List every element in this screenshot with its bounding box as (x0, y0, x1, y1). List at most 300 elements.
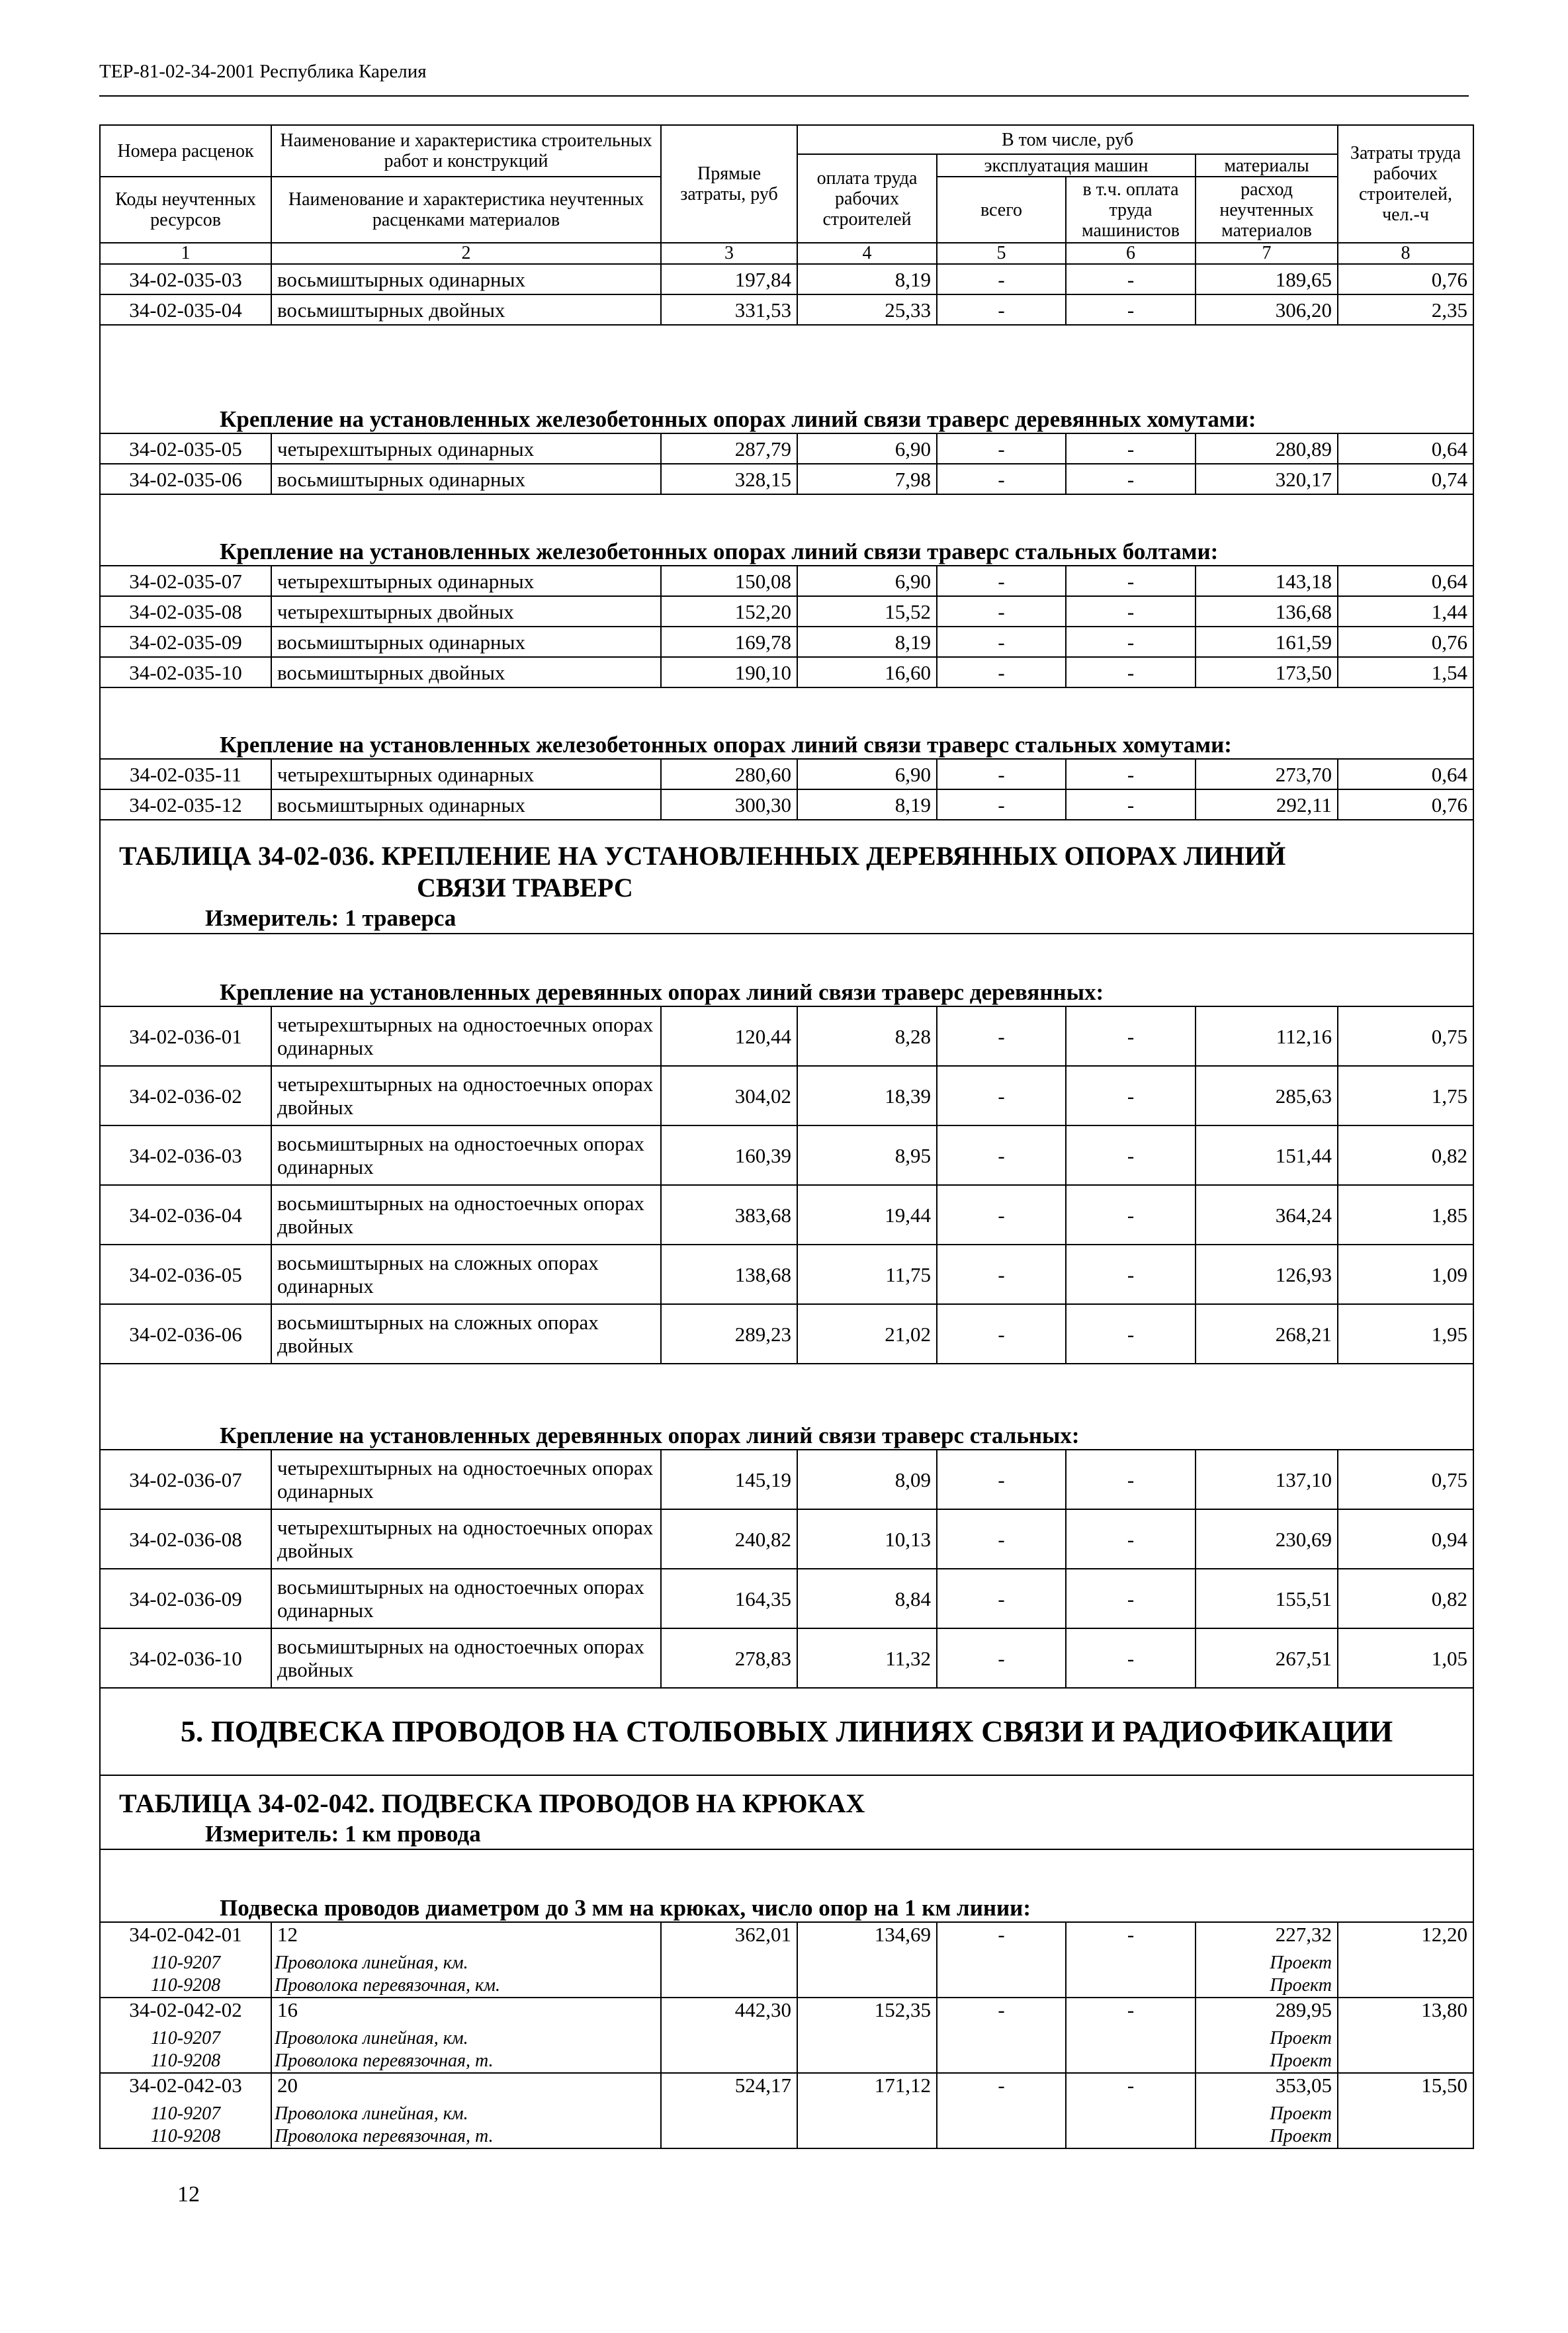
value-cell: - (937, 1569, 1066, 1628)
value-cell: 136,68 (1196, 596, 1338, 627)
chapter-heading-row (100, 1688, 1473, 1775)
value-cell: 134,69 (797, 1922, 937, 1952)
table-title-cont: СВЯЗИ ТРАВЕРС (417, 873, 633, 902)
empty-cell (1066, 2050, 1196, 2073)
value-cell: 112,16 (1196, 1006, 1338, 1066)
col-header-wages: оплата труда рабочих строителей (797, 154, 937, 243)
value-cell: - (1066, 1185, 1196, 1245)
empty-cell (937, 2027, 1066, 2050)
value-cell: 1,44 (1338, 596, 1473, 627)
empty-cell (797, 1974, 937, 1998)
work-name: 20 (271, 2073, 661, 2103)
value-cell: - (937, 1450, 1066, 1509)
value-cell: 143,18 (1196, 566, 1338, 596)
resource-code: 110-9207 (100, 2103, 271, 2125)
value-cell: 0,94 (1338, 1509, 1473, 1569)
value-cell: - (1066, 264, 1196, 294)
resource-name: Проволока перевязочная, т. (271, 2125, 661, 2148)
rate-code: 34-02-042-03 (100, 2073, 271, 2103)
empty-cell (661, 1974, 797, 1998)
col-header-direct: Прямые затраты, руб (661, 125, 797, 243)
col-header-operators: в т.ч. оплата труда машинистов (1066, 177, 1196, 243)
value-cell: - (1066, 1569, 1196, 1628)
value-cell: - (1066, 294, 1196, 325)
value-cell: - (937, 1125, 1066, 1185)
chapter-heading: 5. ПОДВЕСКА ПРОВОДОВ НА СТОЛБОВЫХ ЛИНИЯХ СВЯЗИ И РАДИОФИКАЦИИ (100, 1688, 1473, 1775)
rate-code: 34-02-035-05 (100, 433, 271, 464)
value-cell: 1,85 (1338, 1185, 1473, 1245)
section-heading-row (100, 687, 1473, 759)
rate-code: 34-02-036-07 (100, 1450, 271, 1509)
value-cell: - (1066, 627, 1196, 657)
col-header-material-name: Наименование и характеристика неучтенных расценками материалов (271, 177, 661, 243)
value-cell: 16,60 (797, 657, 937, 687)
value-cell: - (937, 1304, 1066, 1364)
work-name: четырехштырных одинарных (271, 433, 661, 464)
value-cell: 12,20 (1338, 1922, 1473, 1952)
work-name: восьмиштырных на одностоечных опорах одинарных (271, 1125, 661, 1185)
empty-cell (1066, 1974, 1196, 1998)
measure-label: Измеритель: (205, 905, 339, 931)
empty-cell (937, 2050, 1066, 2073)
value-cell: 353,05 (1196, 2073, 1338, 2103)
value-cell: - (1066, 433, 1196, 464)
value-cell: 164,35 (661, 1569, 797, 1628)
value-cell: - (1066, 1245, 1196, 1304)
value-cell: 1,09 (1338, 1245, 1473, 1304)
value-cell: 2,35 (1338, 294, 1473, 325)
empty-cell (937, 2103, 1066, 2125)
work-name: восьмиштырных одинарных (271, 264, 661, 294)
table-row (100, 1304, 1473, 1364)
value-cell: - (937, 759, 1066, 789)
value-cell: 289,23 (661, 1304, 797, 1364)
work-name: восьмиштырных одинарных (271, 464, 661, 494)
value-cell: 287,79 (661, 433, 797, 464)
table-row (100, 1185, 1473, 1245)
rate-code: 34-02-035-09 (100, 627, 271, 657)
value-cell: - (937, 1245, 1066, 1304)
measure-value: 1 траверса (345, 905, 457, 931)
value-cell: 126,93 (1196, 1245, 1338, 1304)
measure-line (101, 1820, 1473, 1849)
value-cell: - (1066, 464, 1196, 494)
table-row (100, 1245, 1473, 1304)
rate-code: 34-02-035-07 (100, 566, 271, 596)
column-number: 2 (271, 243, 661, 264)
rate-code: 34-02-035-03 (100, 264, 271, 294)
rate-code: 34-02-035-12 (100, 789, 271, 820)
col-header-materials: материалы (1196, 154, 1338, 177)
resource-use: Проект (1196, 1952, 1338, 1974)
value-cell: - (1066, 789, 1196, 820)
value-cell: 0,64 (1338, 566, 1473, 596)
section-heading-row (100, 934, 1473, 1006)
value-cell: 364,24 (1196, 1185, 1338, 1245)
value-cell: - (937, 1185, 1066, 1245)
value-cell: 285,63 (1196, 1066, 1338, 1125)
work-name: восьмиштырных на сложных опорах двойных (271, 1304, 661, 1364)
table-row (100, 1509, 1473, 1569)
value-cell: 0,74 (1338, 464, 1473, 494)
value-cell: - (1066, 1304, 1196, 1364)
value-cell: 328,15 (661, 464, 797, 494)
value-cell: 21,02 (797, 1304, 937, 1364)
work-name: восьмиштырных на одностоечных опорах двойных (271, 1628, 661, 1688)
column-number: 7 (1196, 243, 1338, 264)
value-cell: - (1066, 759, 1196, 789)
value-cell: 7,98 (797, 464, 937, 494)
column-number: 6 (1066, 243, 1196, 264)
col-header-codes: Номера расценок (100, 125, 271, 177)
rate-code: 34-02-036-01 (100, 1006, 271, 1066)
value-cell: 11,32 (797, 1628, 937, 1688)
resource-name: Проволока линейная, км. (271, 2103, 661, 2125)
value-cell: - (937, 1922, 1066, 1952)
empty-cell (1338, 1974, 1473, 1998)
value-cell: - (937, 596, 1066, 627)
value-cell: 8,19 (797, 627, 937, 657)
work-name: 16 (271, 1998, 661, 2027)
rate-code: 34-02-036-03 (100, 1125, 271, 1185)
section-heading: Крепление на установленных деревянных опорах линий связи траверс стальных: (100, 1364, 1473, 1450)
value-cell: 161,59 (1196, 627, 1338, 657)
value-cell: 25,33 (797, 294, 937, 325)
value-cell: 150,08 (661, 566, 797, 596)
value-cell: 320,17 (1196, 464, 1338, 494)
value-cell: 280,60 (661, 759, 797, 789)
resource-name: Проволока перевязочная, км. (271, 1974, 661, 1998)
value-cell: 0,75 (1338, 1450, 1473, 1509)
table-title: ТАБЛИЦА 34-02-036. КРЕПЛЕНИЕ НА УСТАНОВЛЕННЫХ ДЕРЕВЯННЫХ ОПОРАХ ЛИНИЙ (119, 841, 1286, 871)
rate-code: 34-02-036-05 (100, 1245, 271, 1304)
work-name: восьмиштырных двойных (271, 294, 661, 325)
resource-code: 110-9208 (100, 1974, 271, 1998)
value-cell: 120,44 (661, 1006, 797, 1066)
value-cell: - (1066, 1066, 1196, 1125)
column-number: 4 (797, 243, 937, 264)
rates-table (99, 124, 1474, 2149)
value-cell: 13,80 (1338, 1998, 1473, 2027)
value-cell: 273,70 (1196, 759, 1338, 789)
section-heading-row (100, 494, 1473, 566)
col-header-name: Наименование и характеристика строительных работ и конструкций (271, 125, 661, 177)
value-cell: 138,68 (661, 1245, 797, 1304)
value-cell: 8,95 (797, 1125, 937, 1185)
empty-cell (797, 1952, 937, 1974)
resource-use: Проект (1196, 1974, 1338, 1998)
value-cell: 306,20 (1196, 294, 1338, 325)
col-header-labor: Затраты труда рабочих строителей, чел.-ч (1338, 125, 1473, 243)
value-cell: - (1066, 1998, 1196, 2027)
measure-value: 1 км провода (345, 1821, 481, 1847)
work-name: восьмиштырных на одностоечных опорах двойных (271, 1185, 661, 1245)
work-name: четырехштырных двойных (271, 596, 661, 627)
empty-cell (661, 1952, 797, 1974)
value-cell: 442,30 (661, 1998, 797, 2027)
value-cell: 6,90 (797, 566, 937, 596)
value-cell: - (1066, 1922, 1196, 1952)
resource-code: 110-9207 (100, 2027, 271, 2050)
value-cell: 173,50 (1196, 657, 1338, 687)
value-cell: 8,28 (797, 1006, 937, 1066)
empty-cell (661, 2050, 797, 2073)
work-name: восьмиштырных одинарных (271, 789, 661, 820)
resource-use: Проект (1196, 2027, 1338, 2050)
rate-code: 34-02-042-02 (100, 1998, 271, 2027)
table-row (100, 1628, 1473, 1688)
value-cell: - (937, 1509, 1066, 1569)
resource-row (100, 1974, 1473, 1998)
resource-name: Проволока линейная, км. (271, 2027, 661, 2050)
col-header-group: В том числе, руб (797, 125, 1338, 154)
value-cell: 169,78 (661, 627, 797, 657)
header-rule (99, 95, 1469, 97)
value-cell: 171,12 (797, 2073, 937, 2103)
rate-code: 34-02-035-08 (100, 596, 271, 627)
value-cell: 524,17 (661, 2073, 797, 2103)
value-cell: 227,32 (1196, 1922, 1338, 1952)
table-row (100, 596, 1473, 627)
value-cell: 1,54 (1338, 657, 1473, 687)
value-cell: 304,02 (661, 1066, 797, 1125)
value-cell: 19,44 (797, 1185, 937, 1245)
value-cell: 8,09 (797, 1450, 937, 1509)
table-row (100, 294, 1473, 325)
section-heading-row (100, 1849, 1473, 1922)
measure-line (101, 904, 1473, 933)
value-cell: - (1066, 1628, 1196, 1688)
measure-label: Измеритель: (205, 1821, 339, 1847)
rate-code: 34-02-036-08 (100, 1509, 271, 1569)
work-name: четырехштырных на одностоечных опорах одинарных (271, 1006, 661, 1066)
value-cell: 383,68 (661, 1185, 797, 1245)
empty-cell (1338, 1952, 1473, 1974)
value-cell: - (937, 566, 1066, 596)
value-cell: - (1066, 2073, 1196, 2103)
value-cell: 362,01 (661, 1922, 797, 1952)
value-cell: 197,84 (661, 264, 797, 294)
value-cell: 1,05 (1338, 1628, 1473, 1688)
empty-cell (937, 1952, 1066, 1974)
resource-code: 110-9208 (100, 2125, 271, 2148)
section-heading: Крепление на установленных деревянных опорах линий связи траверс деревянных: (100, 934, 1473, 1006)
table-row (100, 1922, 1473, 1952)
work-name: восьмиштырных двойных (271, 657, 661, 687)
table-title-row (100, 820, 1473, 934)
value-cell: - (937, 1066, 1066, 1125)
table-row (100, 566, 1473, 596)
empty-cell (1338, 2125, 1473, 2148)
value-cell: - (1066, 1125, 1196, 1185)
value-cell: - (937, 264, 1066, 294)
table-title: ТАБЛИЦА 34-02-042. ПОДВЕСКА ПРОВОДОВ НА КРЮКАХ (119, 1788, 865, 1818)
empty-cell (1066, 1952, 1196, 1974)
work-name: 12 (271, 1922, 661, 1952)
value-cell: 0,76 (1338, 627, 1473, 657)
page-header: ТЕР-81-02-34-2001 Республика Карелия (99, 61, 427, 82)
value-cell: 268,21 (1196, 1304, 1338, 1364)
value-cell: 137,10 (1196, 1450, 1338, 1509)
column-number: 8 (1338, 243, 1473, 264)
value-cell: 1,95 (1338, 1304, 1473, 1364)
value-cell: 15,52 (797, 596, 937, 627)
value-cell: 280,89 (1196, 433, 1338, 464)
value-cell: 8,84 (797, 1569, 937, 1628)
value-cell: 8,19 (797, 264, 937, 294)
rate-code: 34-02-035-10 (100, 657, 271, 687)
rate-code: 34-02-036-09 (100, 1569, 271, 1628)
section-heading: Крепление на установленных железобетонных опорах линий связи траверс стальных хомутами: (100, 687, 1473, 759)
section-heading: Крепление на установленных железобетонных опорах линий связи траверс деревянных хомутами: (100, 325, 1473, 433)
empty-cell (1066, 2027, 1196, 2050)
resource-use: Проект (1196, 2050, 1338, 2073)
value-cell: - (1066, 657, 1196, 687)
work-name: четырехштырных на одностоечных опорах одинарных (271, 1450, 661, 1509)
table-row (100, 657, 1473, 687)
value-cell: 0,75 (1338, 1006, 1473, 1066)
empty-cell (797, 2050, 937, 2073)
value-cell: 8,19 (797, 789, 937, 820)
resource-name: Проволока перевязочная, т. (271, 2050, 661, 2073)
value-cell: - (937, 1628, 1066, 1688)
section-heading: Крепление на установленных железобетонных опорах линий связи траверс стальных болтами: (100, 494, 1473, 566)
value-cell: 151,44 (1196, 1125, 1338, 1185)
resource-name: Проволока линейная, км. (271, 1952, 661, 1974)
rate-code: 34-02-036-10 (100, 1628, 271, 1688)
value-cell: - (937, 294, 1066, 325)
section-heading-row (100, 1364, 1473, 1450)
table-row (100, 759, 1473, 789)
value-cell: 6,90 (797, 759, 937, 789)
empty-cell (1066, 2125, 1196, 2148)
value-cell: 267,51 (1196, 1628, 1338, 1688)
value-cell: - (937, 464, 1066, 494)
empty-cell (1338, 2050, 1473, 2073)
work-name: восьмиштырных одинарных (271, 627, 661, 657)
value-cell: - (937, 1998, 1066, 2027)
resource-code: 110-9207 (100, 1952, 271, 1974)
value-cell: - (937, 2073, 1066, 2103)
value-cell: 189,65 (1196, 264, 1338, 294)
table-row (100, 1125, 1473, 1185)
value-cell: 10,13 (797, 1509, 937, 1569)
value-cell: 18,39 (797, 1066, 937, 1125)
value-cell: 160,39 (661, 1125, 797, 1185)
col-header-resource-codes: Коды неучтенных ресурсов (100, 177, 271, 243)
resource-row (100, 1952, 1473, 1974)
value-cell: 331,53 (661, 294, 797, 325)
rate-code: 34-02-035-06 (100, 464, 271, 494)
table-row (100, 1006, 1473, 1066)
rate-code: 34-02-036-02 (100, 1066, 271, 1125)
value-cell: 190,10 (661, 657, 797, 687)
value-cell: - (937, 627, 1066, 657)
work-name: четырехштырных одинарных (271, 566, 661, 596)
section-heading-row (100, 325, 1473, 433)
empty-cell (661, 2027, 797, 2050)
rate-code: 34-02-036-06 (100, 1304, 271, 1364)
table-row (100, 1066, 1473, 1125)
table-row (100, 789, 1473, 820)
resource-use: Проект (1196, 2125, 1338, 2148)
section-heading: Подвеска проводов диаметром до 3 мм на крюках, число опор на 1 км линии: (100, 1849, 1473, 1922)
value-cell: - (937, 789, 1066, 820)
value-cell: 152,20 (661, 596, 797, 627)
value-cell: 0,82 (1338, 1125, 1473, 1185)
col-header-material-use: расход неучтенных материалов (1196, 177, 1338, 243)
value-cell: 11,75 (797, 1245, 937, 1304)
work-name: четырехштырных на одностоечных опорах двойных (271, 1509, 661, 1569)
value-cell: 240,82 (661, 1509, 797, 1569)
value-cell: 0,64 (1338, 433, 1473, 464)
empty-cell (1066, 2103, 1196, 2125)
resource-row (100, 2027, 1473, 2050)
page-number: 12 (177, 2182, 200, 2207)
value-cell: 145,19 (661, 1450, 797, 1509)
value-cell: 300,30 (661, 789, 797, 820)
table-title-row (100, 1775, 1473, 1849)
table-row (100, 1569, 1473, 1628)
value-cell: 152,35 (797, 1998, 937, 2027)
empty-cell (1338, 2027, 1473, 2050)
empty-cell (661, 2125, 797, 2148)
value-cell: 155,51 (1196, 1569, 1338, 1628)
value-cell: 15,50 (1338, 2073, 1473, 2103)
rate-code: 34-02-035-11 (100, 759, 271, 789)
value-cell: 289,95 (1196, 1998, 1338, 2027)
value-cell: 0,76 (1338, 264, 1473, 294)
empty-cell (797, 2027, 937, 2050)
table-row (100, 464, 1473, 494)
empty-cell (937, 2125, 1066, 2148)
rate-code: 34-02-036-04 (100, 1185, 271, 1245)
table-row (100, 264, 1473, 294)
rate-code: 34-02-042-01 (100, 1922, 271, 1952)
resource-row (100, 2050, 1473, 2073)
value-cell: - (937, 657, 1066, 687)
table-row (100, 2073, 1473, 2103)
resource-use: Проект (1196, 2103, 1338, 2125)
column-numbers-row (100, 243, 1473, 264)
empty-cell (1338, 2103, 1473, 2125)
value-cell: - (1066, 1509, 1196, 1569)
resource-row (100, 2125, 1473, 2148)
value-cell: - (1066, 566, 1196, 596)
value-cell: 6,90 (797, 433, 937, 464)
column-number: 1 (100, 243, 271, 264)
empty-cell (797, 2103, 937, 2125)
value-cell: 278,83 (661, 1628, 797, 1688)
value-cell: - (937, 1006, 1066, 1066)
table-row (100, 1450, 1473, 1509)
value-cell: 0,64 (1338, 759, 1473, 789)
column-number: 3 (661, 243, 797, 264)
value-cell: 292,11 (1196, 789, 1338, 820)
empty-cell (937, 1974, 1066, 1998)
resource-code: 110-9208 (100, 2050, 271, 2073)
table-row (100, 433, 1473, 464)
col-header-machines-total: всего (937, 177, 1066, 243)
table-row (100, 627, 1473, 657)
work-name: восьмиштырных на одностоечных опорах одинарных (271, 1569, 661, 1628)
work-name: четырехштырных на одностоечных опорах двойных (271, 1066, 661, 1125)
value-cell: 0,82 (1338, 1569, 1473, 1628)
col-header-machines: эксплуатация машин (937, 154, 1196, 177)
value-cell: 0,76 (1338, 789, 1473, 820)
value-cell: - (1066, 596, 1196, 627)
empty-cell (661, 2103, 797, 2125)
